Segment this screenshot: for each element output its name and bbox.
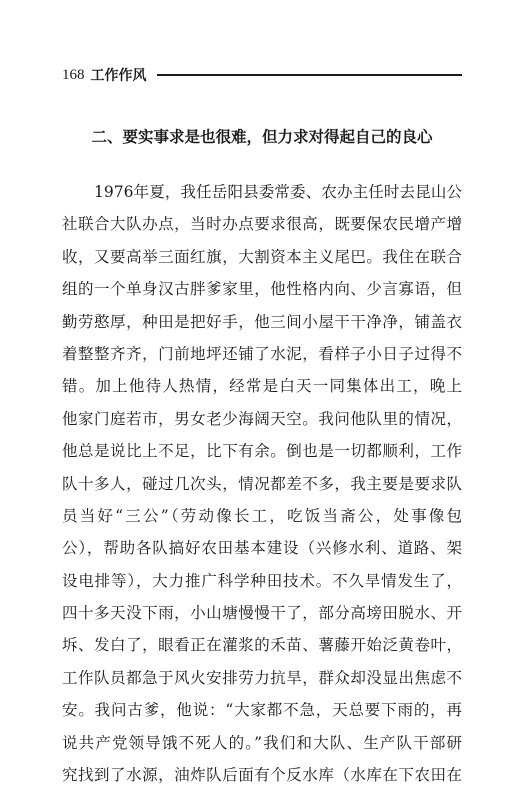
body-line: 着整整齐齐，门前地坪还铺了水泥，看样子小日子过得不 bbox=[62, 344, 462, 363]
body-line: 设电排等），大力推广科学种田技术。不久旱情发生了， bbox=[62, 571, 462, 590]
section-heading: 二、要实事求是也很难，但力求对得起自己的良心 bbox=[91, 128, 433, 146]
body-line: 四十多天没下雨，小山塘慢慢干了，部分高塝田脱水、开 bbox=[62, 604, 462, 623]
body-line: 组的一个单身汉古胖爹家里，他性格内向、少言寡语，但 bbox=[62, 280, 462, 299]
body-paragraph bbox=[62, 176, 472, 791]
body-line: 队十多人，碰过几次头，情况都差不多，我主要是要求队 bbox=[62, 474, 462, 493]
running-title: 工作作风 bbox=[90, 68, 147, 84]
body-line: 1976年夏，我任岳阳县委常委、农办主任时去昆山公 bbox=[94, 183, 462, 201]
body-line: 工作队员都急于风火安排劳力抗旱，群众却没显出焦虑不 bbox=[62, 668, 462, 687]
body-line: 安。我问古爹，他说：“大家都不急，天总要下雨的，再 bbox=[62, 701, 462, 720]
body-line: 社联合大队办点，当时办点要求很高，既要保农民增产增 bbox=[62, 215, 462, 234]
body-line: 说共产党领导饿不死人的。”我们和大队、生产队干部研 bbox=[62, 733, 462, 752]
body-line: 员当好“三公”（劳动像长工，吃饭当斋公，处事像包 bbox=[62, 506, 462, 525]
page-number: 168 bbox=[62, 66, 85, 83]
body-line: 他总是说比上不足，比下有余。倒也是一切都顺利，工作 bbox=[62, 442, 462, 461]
body-line: 坼、发白了，眼看正在灌浆的禾苗、薯藤开始泛黄卷叶， bbox=[62, 636, 462, 655]
body-line: 他家门庭若市，男女老少海阔天空。我问他队里的情况， bbox=[62, 409, 462, 428]
running-header bbox=[62, 64, 462, 86]
header-rule bbox=[157, 74, 463, 76]
body-line: 究找到了水源，油炸队后面有个反水库（水库在下农田在 bbox=[62, 766, 462, 785]
body-line: 错。加上他待人热情，经常是白天一同集体出工，晚上 bbox=[62, 377, 462, 396]
body-line: 公），帮助各队搞好农田基本建设（兴修水利、道路、架 bbox=[62, 539, 462, 558]
body-line: 勤劳憨厚，种田是把好手，他三间小屋干干净净，铺盖衣 bbox=[62, 312, 462, 331]
body-line: 收，又要高举三面红旗，大割资本主义尾巴。我住在联合 bbox=[62, 247, 462, 266]
